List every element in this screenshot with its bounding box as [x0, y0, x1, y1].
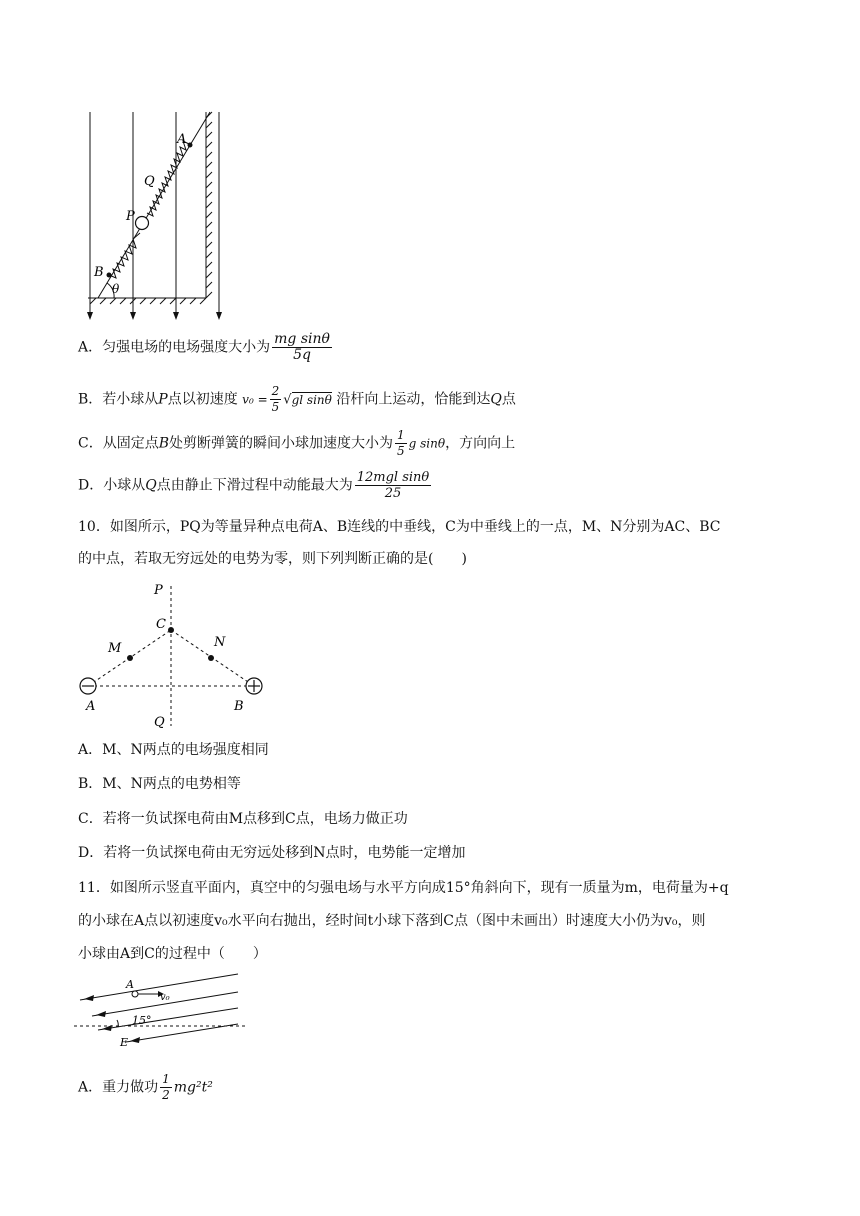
label-Q: Q — [144, 174, 155, 189]
q10-option-a: A．M、N两点的电场强度相同 — [78, 742, 269, 758]
q10-option-c: C．若将一负试探电荷由M点移到C点，电场力做正功 — [78, 811, 408, 827]
q11-stem-line3: 小球由A到C的过程中（ ） — [78, 946, 267, 962]
q9-option-d: D．小球从Q点由静止下滑过程中动能最大为 $\frac{\text{12mgl sinθ}}{25}$ — [78, 470, 430, 501]
q10-stem-line1: 10．如图所示，PQ为等量异种点电荷A、B连线的中垂线，C为中垂线上的一点，M、N分别为AC、BC — [78, 519, 721, 535]
label-theta: θ — [112, 282, 120, 296]
q10-stem-line2: 的中点，若取无穷远处的电势为零，则下列判断正确的是( ) — [78, 551, 467, 567]
label-C: C — [156, 617, 166, 632]
label-B: B — [94, 265, 104, 280]
label-A: A — [126, 978, 134, 991]
label-v0: v₀ — [160, 992, 170, 1003]
label-Q: Q — [154, 715, 165, 730]
label-B: B — [234, 699, 244, 714]
q11-option-a: A．重力做功 $\frac{1}{2}$ mg²t² — [78, 1072, 213, 1102]
q11-stem-line2: 的小球在A点以初速度v₀水平向右抛出，经时间t小球下落到C点（图中未画出）时速度大小仍为v₀，则 — [78, 913, 706, 929]
label-P: P — [154, 583, 163, 598]
incline-spring-figure — [80, 108, 240, 328]
q9-option-c: C．从固定点B处剪断弹簧的瞬间小球加速度大小为 $\frac{1}{5}$ g sinθ，方向向上 — [78, 428, 516, 458]
label-A: A — [86, 699, 96, 714]
label-A: A — [177, 132, 187, 147]
label-M: M — [108, 641, 122, 656]
label-E: E — [120, 1036, 129, 1049]
dipole-figure — [74, 578, 274, 740]
q11-stem-line1: 11．如图所示竖直平面内，真空中的匀强电场与水平方向成15°角斜向下，现有一质量为m，电荷量为+q — [78, 880, 729, 896]
q9-option-b: B．若小球从P点以初速度 v₀ = $\frac{2}{5}$ √gl sinθ 沿杆向上运动，恰能到达Q点 — [78, 384, 516, 414]
q9-option-a: A．匀强电场的电场强度大小为 $\frac{\text{mg sinθ}}{5q}$ — [78, 331, 330, 363]
q10-option-b: B．M、N两点的电势相等 — [78, 776, 241, 792]
inclined-field-figure — [74, 970, 250, 1062]
label-N: N — [214, 635, 226, 650]
label-angle: 15° — [132, 1014, 152, 1027]
q10-option-d: D．若将一负试探电荷由无穷远处移到N点时，电势能一定增加 — [78, 845, 466, 861]
label-P: P — [126, 209, 135, 224]
